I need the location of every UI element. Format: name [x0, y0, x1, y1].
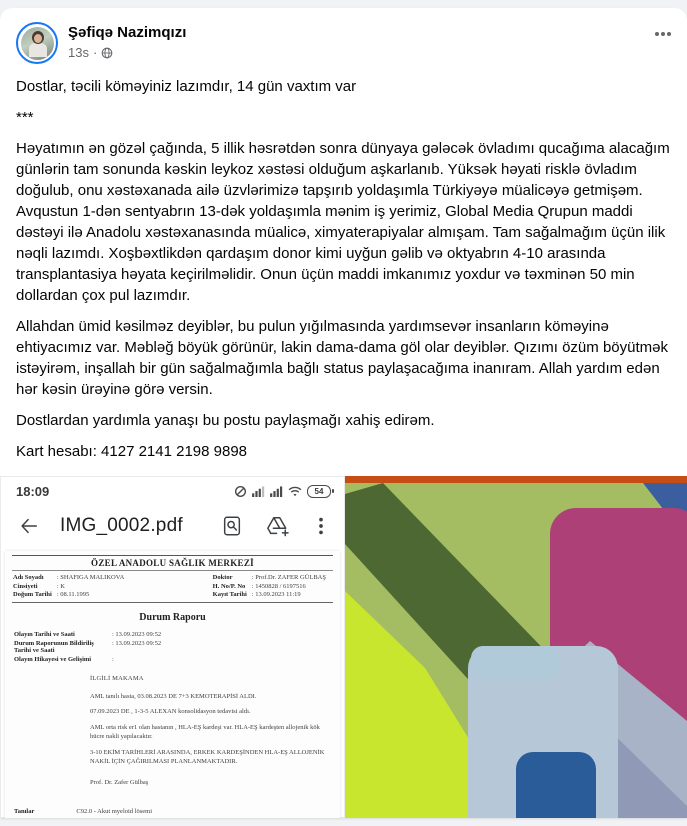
pdf-viewer-toolbar [0, 499, 345, 549]
back-arrow-icon [18, 515, 40, 537]
patient-info: Adı Soyadı : SHAFIGA MALIKOVA Cinsiyeti : K Doğum Tarihi : 08.11.1995 [13, 574, 125, 598]
author-name[interactable]: Şəfiqə Nazimqızı [68, 24, 187, 41]
do-not-disturb-icon [234, 485, 247, 498]
overflow-menu-icon [311, 515, 331, 537]
avatar-photo [21, 27, 54, 60]
report-fields: Olayın Tarihi ve Saati : 13.09.2023 09:52 Durum Raporunun Bildiriliş Tarihi ve Saati : 13.09.2023 09:52 Olayın Hikayesi ve Gelişimi : [14, 631, 162, 663]
attachment-pdf-screenshot[interactable] [0, 476, 345, 818]
post-header [0, 8, 687, 70]
timestamp[interactable]: 13s [68, 45, 89, 60]
phone-status-bar [0, 476, 345, 499]
timestamp-separator: · [92, 45, 98, 60]
avatar[interactable] [16, 22, 58, 64]
clinic-name: ÖZEL ANADOLU SAĞLIK MERKEZİ [12, 555, 333, 571]
signal-icon [252, 486, 265, 497]
post-paragraph: Həyatımın ən gözəl çağında, 5 illik həsrətdən sonra dünyaya gələcək övladımı qucağıma alacağım günlərin tam sonunda kəskin leykoz xəstəsi olduğum aşkarlanıb. Yüksək həyati risklə övladım doğulub, onu xəstəxanada ailə üzvlərimizə tapşırıb yoldaşımla Türkiyəyə müalicəyə getmişəm. Avqustun 1-dən sentyabrın 13-dək yoldaşımla mənim iş yerimiz, Global Media Qrupun maddi dəstəyi ilə Anadolu xəstəxanasında müalicə, ximyaterapiyalar almışam. Tam sağalmağım üçün ilik nəqli lazımdı. Xoşbəxtlikdən qardaşım donor kimi uyğun gəlib və oktyabrın 4-10 arasında transplantasiya həyata keçirilməlidir. Onun üçün maddi imkanımız yoxdur və təxminən 50 min dollardan çox pul lazımdır. [16, 140, 670, 304]
abstract-shapes-graphic [345, 476, 687, 818]
post-text [0, 70, 687, 476]
drive-add-icon [265, 515, 289, 537]
diagnosis-value: C92.0 - Akut myeloid lösemi [76, 807, 153, 815]
battery-level: 54 [314, 487, 324, 496]
post-paragraph: Allahdan ümid kəsilməz deyiblər, bu pulun yığılmasında yardımsevər insanların köməyinə ehtiyacımız var. Məbləğ böyük görünür, lakin dama-dama göl olar deyiblər. Qızımı özüm böyütmək istəyirəm, inşallah bir gün sağalmağımla bağlı status paylaşacağıma inanıram. Allah yardım edən hər kəsin ürəyinə görə versin. [16, 318, 668, 398]
ellipsis-icon [655, 32, 659, 36]
status-time: 18:09 [16, 484, 50, 499]
card-number-line: Kart hesabı: 4127 2141 2198 9898 [16, 443, 248, 460]
find-in-page-icon [221, 515, 243, 537]
report-salutation: İLGİLİ MAKAMA [90, 675, 144, 682]
report-signer: Prof. Dr. Zafer Gülbaş [90, 778, 149, 786]
diagnosis-label: Tanılar [14, 807, 35, 815]
post-menu-button[interactable] [655, 32, 671, 36]
doctor-info: Doktor : Prof.Dr. ZAFER GÜLBAŞ H. No/P. No : 1450828 / 6197516 Kayıt Tarihi : 13.09.2023 11:19 [212, 574, 326, 598]
attachment-artwork-image[interactable] [345, 476, 687, 818]
post-media [0, 476, 687, 818]
post-card [0, 8, 687, 818]
post-intro-line: Dostlar, təcili köməyiniz lazımdır, 14 gün vaxtım var [16, 78, 357, 95]
medical-report-document [5, 551, 340, 818]
report-body: İLGİLİ MAKAMA AML tanılı hasta, 03.08.2023 DE 7+3 KEMOTERAPİSİ ALDI. 07.09.2023 DE , 1-3-5 ALEXAN konsolidasyon tedavisi aldı. AML orta risk er1 olan hastanın , HLA-EŞ kardeşi var. HLA-EŞ kardeşten allojenik kök hücre nakli yapılacaktır. 3-10 EKİM TARİHLERİ ARASINDA, ERKEK KARDEŞİNDEN HLA-EŞ ALLOJENİK NAKİL İÇİN ÇAĞIRILMASI PLANLANMAKTADIR. Prof. Dr. Zafer Gülbaş [90, 675, 333, 786]
pdf-filename: IMG_0002.pdf [60, 515, 183, 536]
wifi-icon [288, 486, 302, 497]
globe-icon [101, 47, 113, 59]
post-paragraph: Dostlardan yardımla yanaşı bu postu paylaşmağı xahiş edirəm. [16, 412, 435, 429]
post-divider: *** [16, 109, 34, 126]
report-title: Durum Raporu [139, 612, 206, 623]
signal-icon [270, 486, 283, 497]
battery-indicator [307, 485, 331, 498]
